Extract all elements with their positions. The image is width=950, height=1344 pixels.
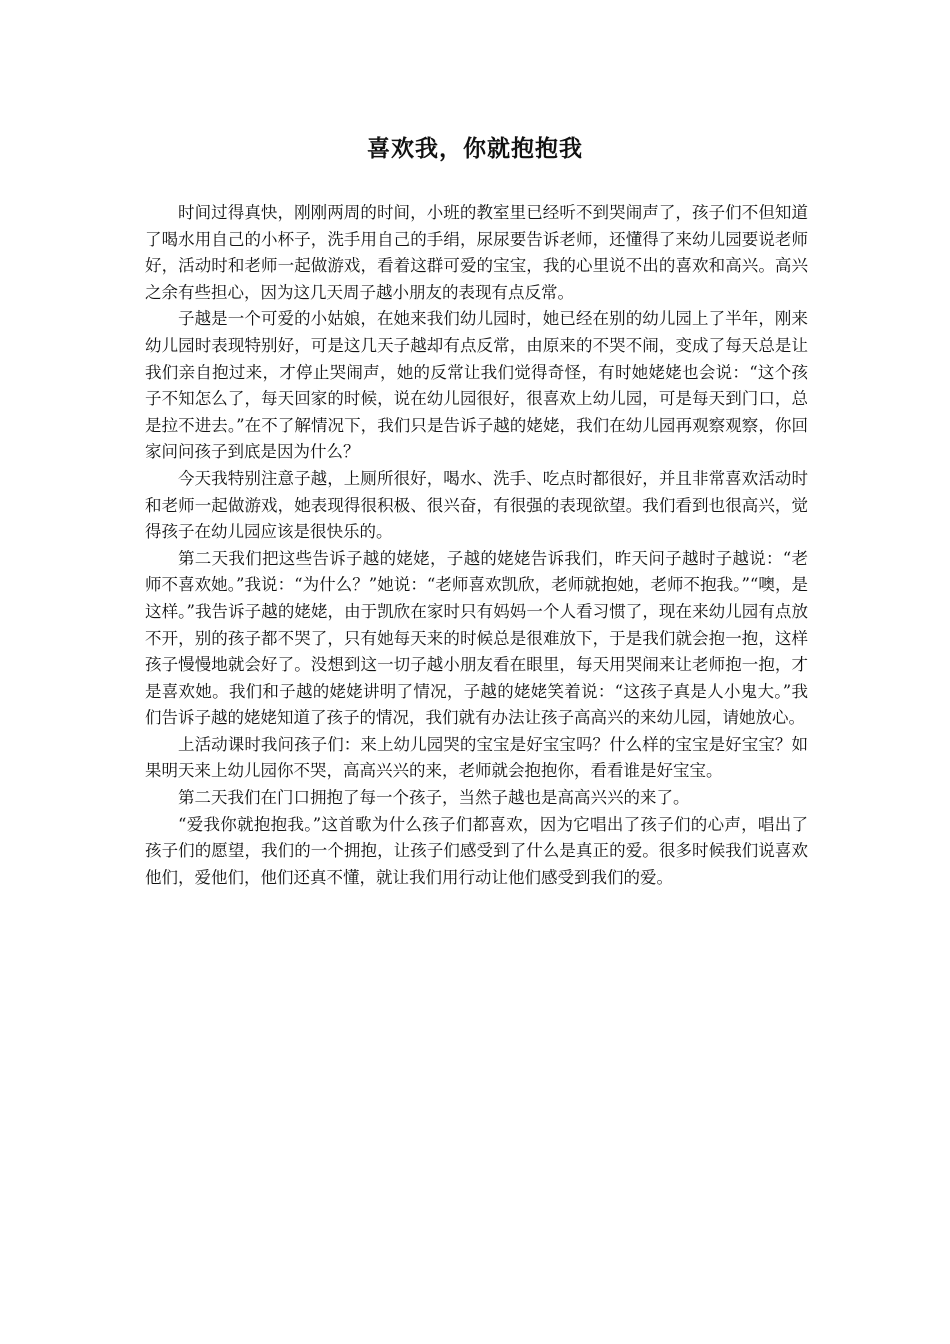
paragraph: 子越是一个可爱的小姑娘，在她来我们幼儿园时，她已经在别的幼儿园上了半年，刚来幼儿园时表现特别好，可是这几天子越却有点反常，由原来的不哭不闹，变成了每天总是让我们亲自抱过来，才停止哭闹声，她的反常让我们觉得奇怪，有时她姥姥也会说：“这个孩子不知怎么了，每天回家的时候，说在幼儿园很好，很喜欢上幼儿园，可是每天到门口，总是拉不进去。”在不了解情况下，我们只是告诉子越的姥姥，我们在幼儿园再观察观察，你回家问问孩子到底是因为什么？: [145, 309, 808, 462]
paragraph: 第二天我们把这些告诉子越的姥姥，子越的姥姥告诉我们，昨天问子越时子越说：“老师不喜欢她。”我说：“为什么？”她说：“老师喜欢凯欣，老师就抱她，老师不抱我。”“噢，是这样。”我告诉子越的姥姥，由于凯欣在家时只有妈妈一个人看习惯了，现在来幼儿园有点放不开，别的孩子都不哭了，只有她每天来的时候总是很难放下，于是我们就会抱一抱，这样孩子慢慢地就会好了。没想到这一切子越小朋友看在眼里，每天用哭闹来让老师抱一抱，才是喜欢她。我们和子越的姥姥讲明了情况，子越的姥姥笑着说：“这孩子真是人小鬼大。”我们告诉子越的姥姥知道了孩子的情况，我们就有办法让孩子高高兴的来幼儿园，请她放心。: [145, 548, 808, 728]
paragraph: “爱我你就抱抱我。”这首歌为什么孩子们都喜欢，因为它唱出了孩子们的心声，唱出了孩子们的愿望，我们的一个拥抱，让孩子们感受到了什么是真正的爱。很多时候我们说喜欢他们，爱他们，他们还真不懂，就让我们用行动让他们感受到我们的爱。: [145, 814, 808, 887]
paragraph: 时间过得真快，刚刚两周的时间，小班的教室里已经听不到哭闹声了，孩子们不但知道了喝水用自己的小杯子，洗手用自己的手绢，尿尿要告诉老师，还懂得了来幼儿园要说老师好，活动时和老师一起做游戏，看着这群可爱的宝宝，我的心里说不出的喜欢和高兴。高兴之余有些担心，因为这几天周子越小朋友的表现有点反常。: [145, 203, 808, 302]
document-body: [145, 200, 808, 891]
paragraph: 上活动课时我问孩子们：来上幼儿园哭的宝宝是好宝宝吗？什么样的宝宝是好宝宝？如果明天来上幼儿园你不哭，高高兴兴的来，老师就会抱抱你，看看谁是好宝宝。: [145, 734, 808, 781]
paragraph: 第二天我们在门口拥抱了每一个孩子，当然子越也是高高兴兴的来了。: [178, 788, 690, 808]
document-title: 喜欢我，你就抱抱我: [367, 135, 583, 162]
paragraph: 今天我特别注意子越，上厕所很好，喝水、洗手、吃点时都很好，并且非常喜欢活动时和老师一起做游戏，她表现得很积极、很兴奋，有很强的表现欲望。我们看到也很高兴，觉得孩子在幼儿园应该是很快乐的。: [145, 468, 808, 542]
